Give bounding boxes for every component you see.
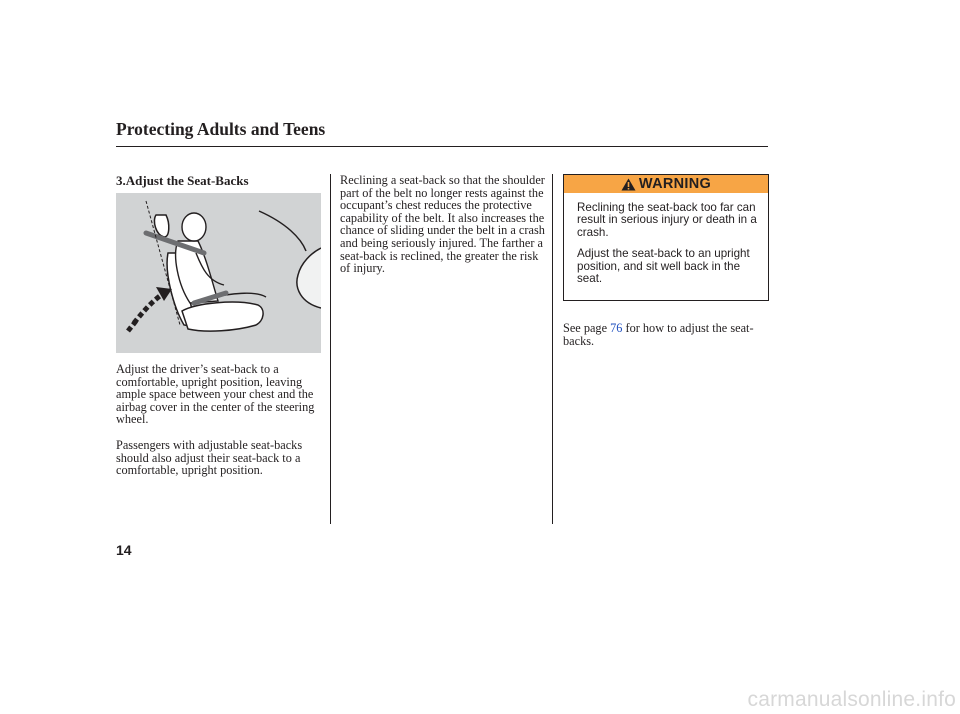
watermark: carmanualsonline.info — [747, 688, 956, 711]
see-page-prefix: See page — [563, 321, 611, 335]
page-number: 14 — [116, 542, 132, 558]
warning-label: WARNING — [638, 176, 712, 192]
column-divider-right — [552, 174, 553, 524]
page-76-link[interactable]: 76 — [610, 321, 623, 335]
passenger-seat-instruction: Passengers with adjustable seat-backs should also adjust their seat-back to a comfortable, upright position. — [116, 438, 303, 478]
warning-text-danger: Reclining the seat-back too far can result in serious injury or death in a crash. — [577, 201, 757, 239]
title-rule — [116, 146, 768, 147]
see-page-suffix: for how to adjust the seat-backs. — [563, 321, 754, 348]
driver-seat-instruction: Adjust the driver’s seat-back to a comfortable, upright position, leaving ample space between your chest and the airbag cover in the center of the steering wheel. — [116, 362, 315, 427]
warning-text-advice: Adjust the seat-back to an upright position, and sit well back in the seat. — [577, 247, 750, 286]
recline-risk-explanation: Reclining a seat-back so that the shoulder part of the belt no longer rests against the occupant’s chest reduces the protective capability of the belt. It also increases the chance of sliding under the belt in a crash and being seriously injured. The farther a seat-back is reclined, the greater the risk of injury. — [340, 173, 545, 276]
warning-triangle-icon — [621, 178, 636, 191]
warning-box — [563, 174, 769, 301]
warning-header — [564, 175, 768, 193]
see-page-reference — [563, 322, 768, 347]
seat-back-recline-illustration — [116, 193, 321, 353]
seat-illustration-graphic — [116, 193, 321, 353]
column-divider-left — [330, 174, 331, 524]
section-title: Protecting Adults and Teens — [116, 119, 326, 139]
step-heading: 3.Adjust the Seat-Backs — [116, 173, 249, 188]
